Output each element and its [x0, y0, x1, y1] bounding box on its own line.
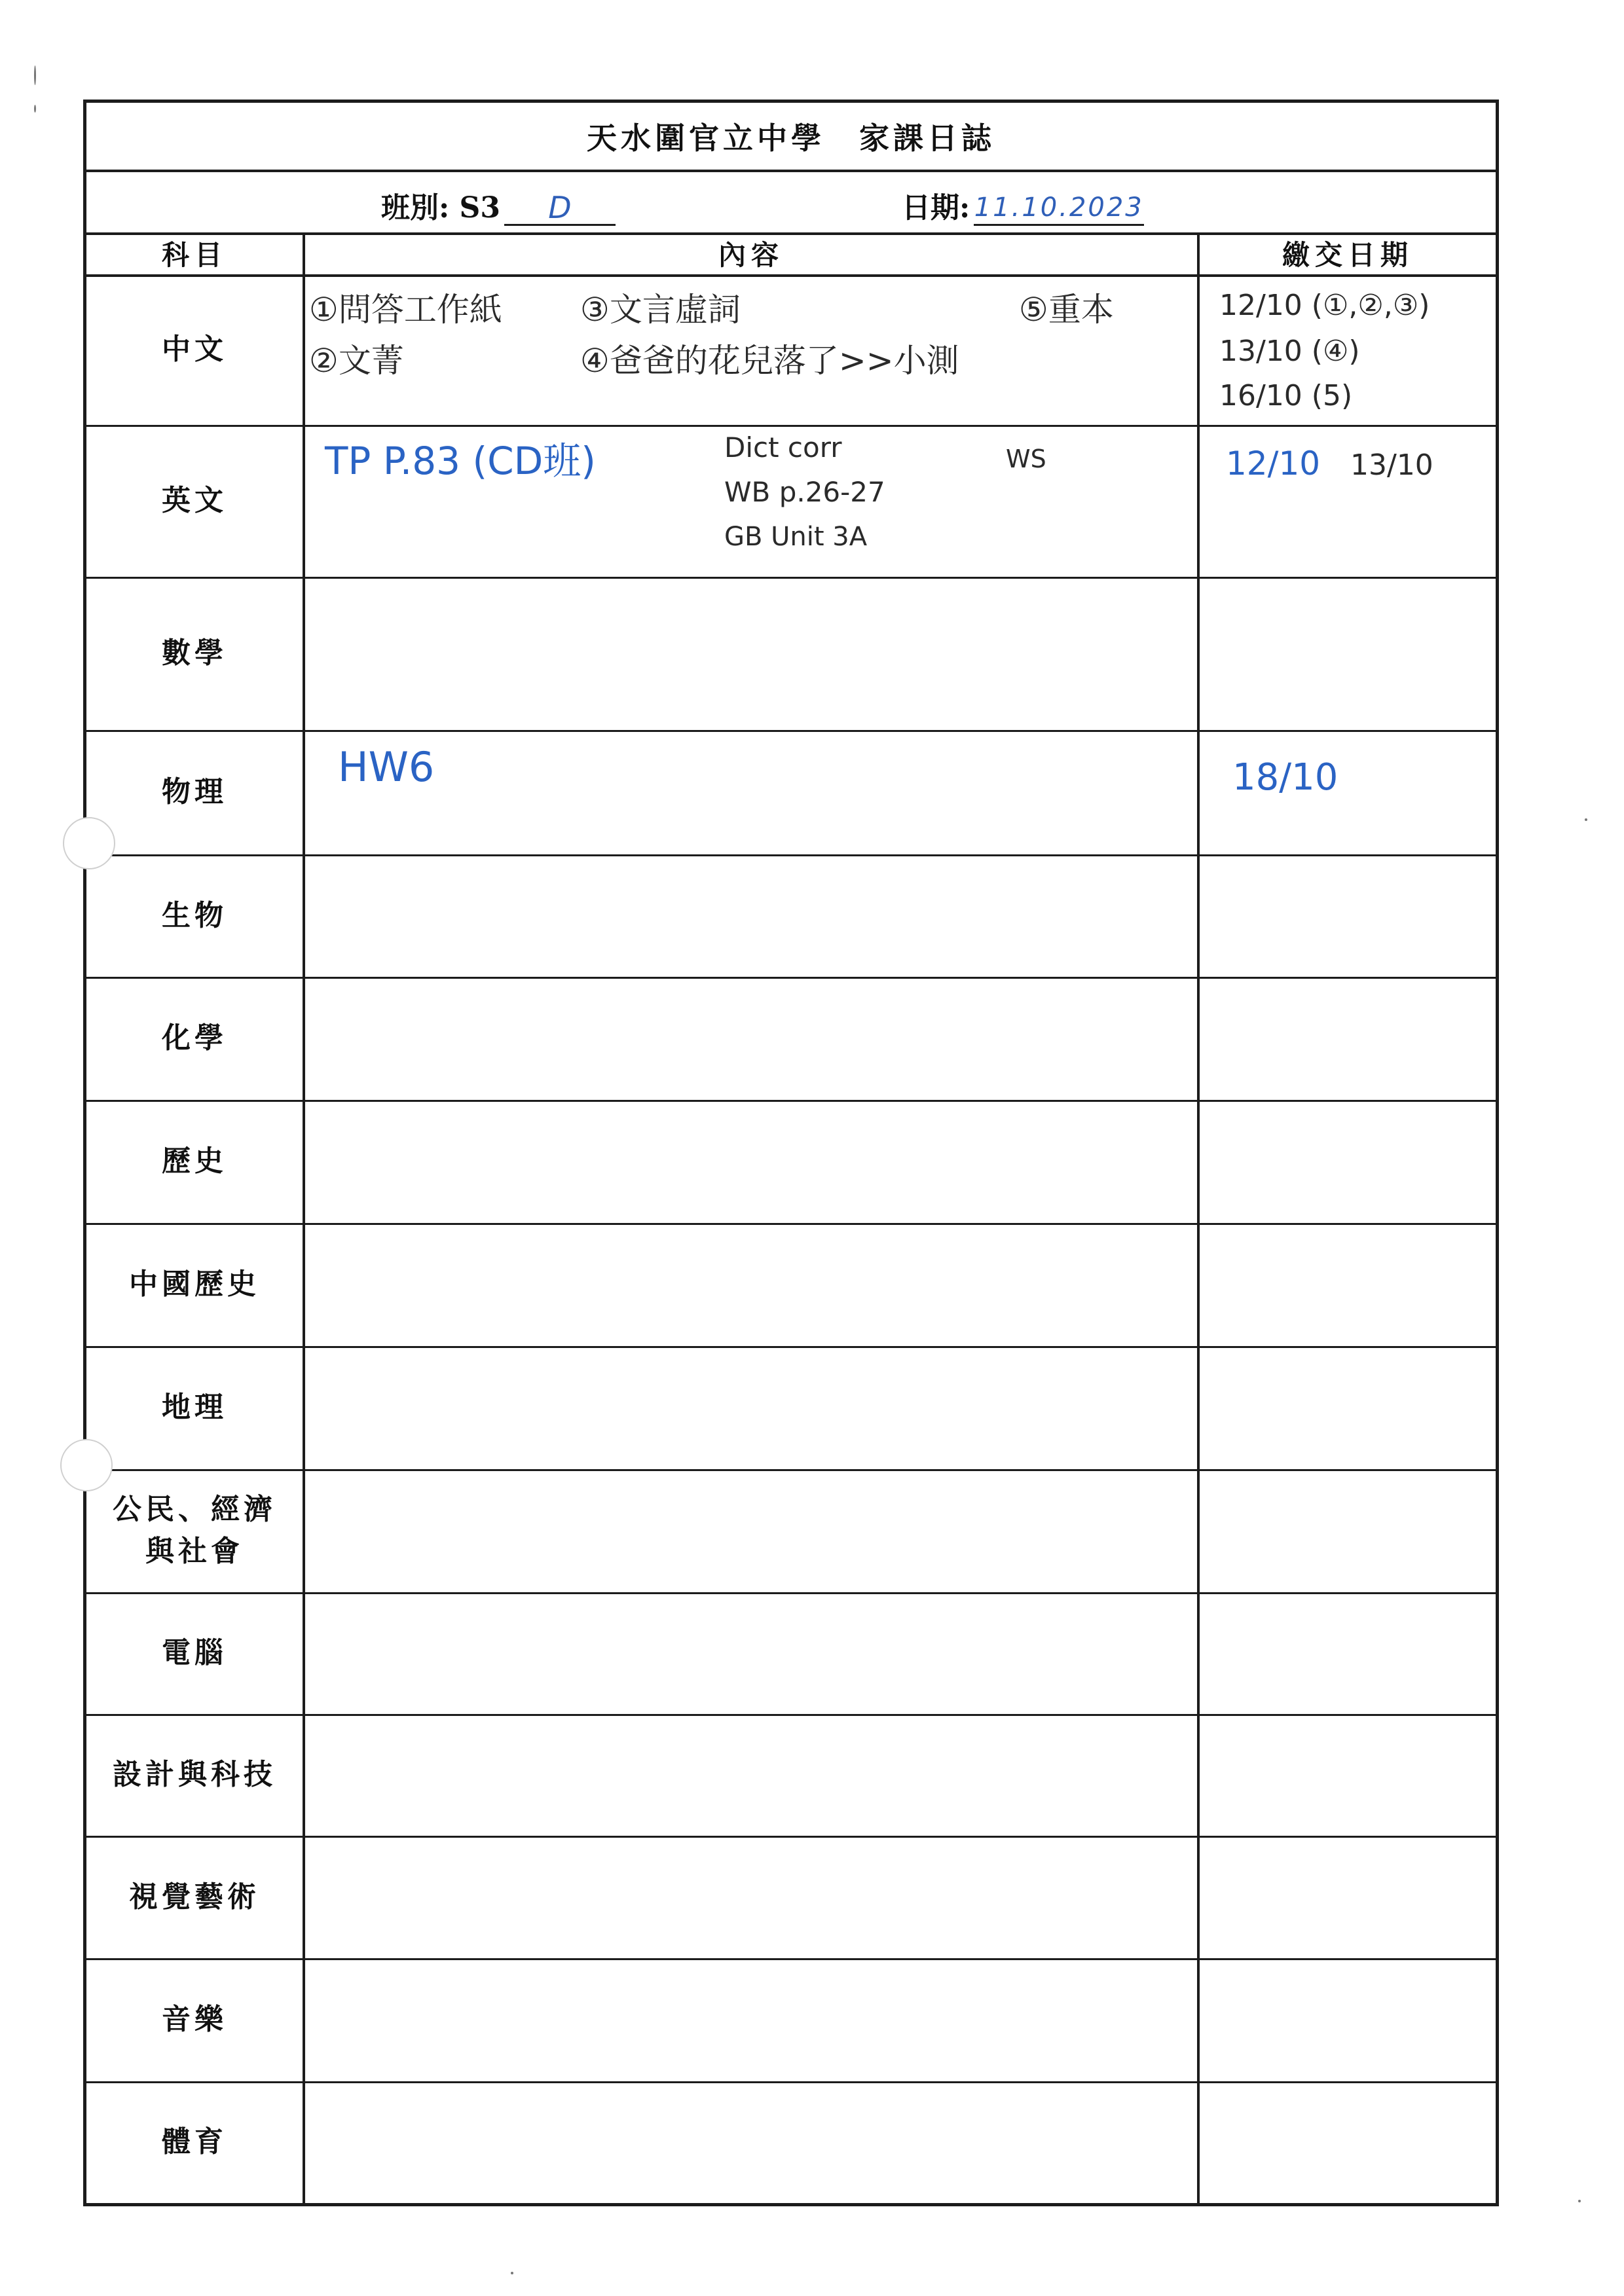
- subject-cell: 中文: [162, 333, 227, 366]
- row-chemistry: [86, 977, 1496, 1102]
- subject-cell: 視覺藝術: [129, 1880, 260, 1914]
- subject-cell: 英文: [162, 484, 227, 517]
- column-header-subject: 科目: [161, 239, 227, 271]
- subject-cell: 生物: [162, 898, 227, 932]
- subject-cell: 音樂: [162, 2003, 227, 2036]
- scan-mark: [1585, 818, 1587, 821]
- date-field: [902, 184, 1144, 226]
- homework-entry: WB p.26-27: [724, 476, 885, 508]
- row-pe: [86, 2081, 1496, 2203]
- info-row: [86, 170, 1496, 235]
- row-computer: [86, 1592, 1496, 1716]
- subject-cell: 物理: [162, 775, 227, 809]
- due-cell: [1200, 274, 1496, 425]
- row-math: [86, 577, 1496, 732]
- due-entry: 12/10 (①,②,③): [1219, 289, 1430, 322]
- subject-cell: 體育: [162, 2125, 227, 2159]
- school-title: 天水圍官立中學 家課日誌: [86, 103, 1496, 172]
- content-cell: [305, 730, 1197, 854]
- homework-diary-sheet: [83, 100, 1499, 2206]
- date-label: 日期:: [902, 191, 970, 225]
- row-chinese: [86, 274, 1496, 427]
- row-history: [86, 1100, 1496, 1225]
- homework-entry: ④爸爸的花兒落了>>小測: [580, 342, 959, 380]
- due-cell: [1200, 730, 1496, 854]
- homework-entry: ⑤重本: [1019, 291, 1114, 329]
- homework-entry: ③文言虛詞: [580, 291, 741, 329]
- due-entry: 16/10 (5): [1219, 379, 1353, 412]
- subject-cell: 化學: [162, 1021, 227, 1055]
- row-biology: [86, 854, 1496, 979]
- due-entry: 13/10 (④): [1219, 335, 1360, 368]
- homework-entry: TP P.83 (CD班): [325, 439, 596, 483]
- scan-mark: [511, 2272, 513, 2274]
- due-entry: 18/10: [1232, 756, 1338, 799]
- row-visual-arts: [86, 1836, 1496, 1960]
- scan-mark: [1578, 2200, 1581, 2202]
- row-chinese-history: [86, 1223, 1496, 1348]
- scan-mark: [34, 105, 36, 113]
- punch-hole: [60, 1439, 113, 1491]
- homework-entry: HW6: [338, 743, 435, 791]
- date-value: 11.10.2023: [974, 191, 1144, 226]
- row-physics: [86, 730, 1496, 856]
- content-cell: [305, 274, 1197, 425]
- homework-entry: GB Unit 3A: [724, 522, 868, 552]
- due-cell: [1200, 425, 1496, 577]
- homework-entry: ②文菁: [309, 342, 404, 380]
- column-header-row: [86, 232, 1496, 277]
- due-entry: 12/10: [1226, 445, 1321, 483]
- class-label: 班別: S3: [381, 191, 500, 225]
- subject-cell: 中國歷史: [129, 1267, 260, 1301]
- subject-cell: 地理: [162, 1391, 227, 1424]
- class-value: D: [504, 191, 616, 226]
- row-geography: [86, 1346, 1496, 1471]
- subject-cell: 歷史: [162, 1144, 227, 1178]
- column-header-due-date: 繳交日期: [1282, 239, 1413, 271]
- column-header-content: 內容: [718, 239, 784, 271]
- row-music: [86, 1958, 1496, 2083]
- row-citizenship: [86, 1469, 1496, 1594]
- scan-mark: [34, 65, 36, 85]
- content-cell: [305, 425, 1197, 577]
- subject-cell: 數學: [162, 636, 227, 670]
- punch-hole: [63, 817, 115, 869]
- homework-entry: WS: [1006, 445, 1046, 473]
- homework-entry: Dict corr: [724, 431, 842, 464]
- subject-cell: 電腦: [162, 1636, 227, 1669]
- due-entry: 13/10: [1350, 448, 1433, 482]
- row-english: [86, 425, 1496, 579]
- class-field: [381, 184, 616, 226]
- subject-cell: 公民、經濟 與社會: [113, 1493, 276, 1568]
- subject-cell: 設計與科技: [113, 1758, 276, 1791]
- row-design-technology: [86, 1714, 1496, 1838]
- homework-entry: ①問答工作紙: [309, 291, 502, 329]
